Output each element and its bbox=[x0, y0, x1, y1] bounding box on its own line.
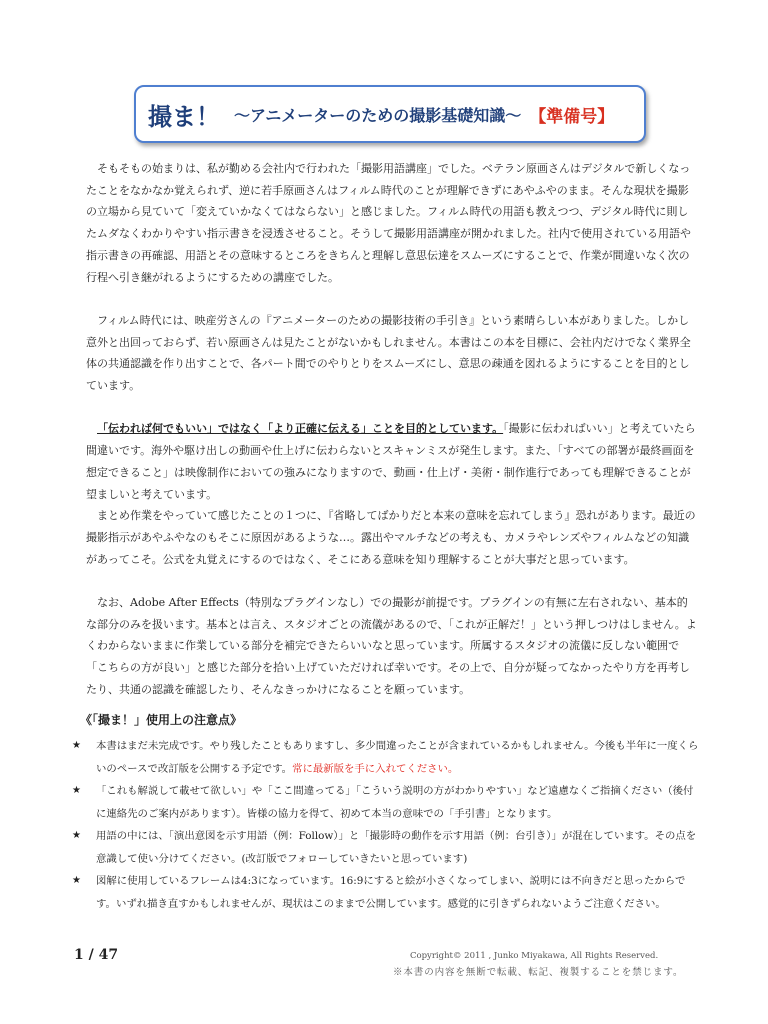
list-item bbox=[72, 825, 700, 870]
document-title: 撮ま！ bbox=[148, 101, 220, 131]
paragraph-purpose: フィルム時代には、映産労さんの『アニメーターのための撮影技術の手引き』という素晴らしい本がありました。しかし意外と出回っておらず、若い原画さんは見たことがないかもしれません。本書はこの本を目標に、会社内だけでなく業界全体の共通認識を作り出すことで、各パート間でのやりとりをスムーズにし、意思の疎通を図れるようにすることを目的としています。 bbox=[86, 313, 691, 393]
document-subtitle: ～アニメーターのための撮影基礎知識～ bbox=[234, 105, 522, 125]
list-item bbox=[72, 780, 700, 825]
page-number: 1 / 47 bbox=[74, 947, 119, 963]
notes-list bbox=[72, 735, 700, 915]
note-text: 用語の中には、「演出意図を示す用語（例：Follow）」と「撮影時の動作を示す用語（例：台引き）」が混在しています。その点を意識して使い分けてください。(改訂版でフォローしていきたいと思っています) bbox=[96, 830, 697, 865]
notes-heading: 《「撮ま！」使用上の注意点》 bbox=[80, 713, 243, 727]
star-icon: ★ bbox=[72, 830, 81, 841]
title-box bbox=[134, 85, 646, 143]
edition-badge: 【準備号】 bbox=[529, 106, 615, 127]
note-warning: 常に最新版を手に入れてください。 bbox=[292, 762, 459, 775]
note-text: 「これも解説して載せて欲しい」や「ここ間違ってる」「こういう説明の方がわかりやすい」など遠慮なくご指摘ください（後付に連絡先のご案内があります）。皆様の協力を得て、初めて本当の意味での「手引書」となります。 bbox=[96, 785, 694, 820]
star-icon: ★ bbox=[72, 785, 81, 796]
paragraph-accuracy-rest: 「撮影に伝わればいい」と考えていたら間違いです。海外や駆け出しの動画や仕上げに伝わらないとスキャンミスが発生します。また、「すべての部署が最終画面を想定できること」は映像制作においての強みになりますので、動画・仕上げ・美術・制作進行であっても理解できることが望ましいと考えています。 bbox=[86, 422, 696, 501]
star-icon: ★ bbox=[72, 740, 81, 751]
list-item bbox=[72, 735, 700, 780]
star-icon: ★ bbox=[72, 875, 81, 886]
paragraph-scope: なお、Adobe After Effects（特別なプラグインなし）での撮影が前提です。プラグインの有無に左右されない、基本的な部分のみを扱います。基本とは言え、スタジオごとの流儀があるので、「これが正解だ！」という押しつけはしません。よくわからないままに作業している部分を補完できたらいいなと思っています。所属するスタジオの流儀に反しない範囲で「こちらの方が良い」と感じた部分を拾い上げていただければ幸いです。その上で、自分が疑ってなかったやり方を再考したり、共通の認識を確認したり、そんなきっかけになることを願っています。 bbox=[86, 596, 697, 696]
body-text bbox=[86, 158, 698, 701]
reproduction-notice: ※本書の内容を無断で転載、転記、複製することを禁じます。 bbox=[393, 967, 684, 978]
emphasis-statement: 「伝われば何でもいい」ではなく「より正確に伝える」ことを目的としています。 bbox=[97, 422, 504, 436]
note-text: 本書はまだ未完成です。やり残したこともありますし、多少間違ったことが含まれているかもしれません。今後も半年に一度くらいのペースで改訂版を公開する予定です。 bbox=[96, 740, 699, 775]
copyright-notice: Copyright© 2011 , Junko Miyakawa, All Rights Reserved. bbox=[410, 951, 659, 961]
paragraph-origin: そもそもの始まりは、私が勤める会社内で行われた「撮影用語講座」でした。ベテラン原画さんはデジタルで新しくなったことをなかなか覚えられず、逆に若手原画さんはフィルム時代のことが理解できずにあやふやのまま。そんな現状を撮影の立場から見ていて「変えていかなくてはならない」と感じました。フィルム時代の用語も教えつつ、デジタル時代に則したムダなくわかりやすい指示書きを浸透させること。そうして撮影用語講座が開かれました。社内で使用されている用語や指示書きの再確認、用語とその意味するところをきちんと理解し意思伝達をスムーズにすることで、作業が間違いなく次の行程へ引き継がれるようにするための講座でした。 bbox=[86, 162, 691, 284]
paragraph-accuracy bbox=[86, 418, 698, 505]
list-item bbox=[72, 870, 700, 915]
note-text: 図解に使用しているフレームは4:3になっています。16:9にすると絵が小さくなってしまい、説明には不向きだと思ったからです。いずれ描き直すかもしれませんが、現状はこのままで公開しています。感覚的に引きずられないようご注意ください。 bbox=[96, 875, 686, 910]
paragraph-summary: まとめ作業をやっていて感じたことの１つに、『省略してばかりだと本来の意味を忘れてしまう』恐れがあります。最近の撮影指示があやふやなのもそこに原因があるような…。露出やマルチなどの考えも、カメラやレンズやフィルムなどの知識があってこそ。公式を丸覚えにするのではなく、そこにある意味を知り理解することが大事だと思っています。 bbox=[86, 509, 696, 566]
